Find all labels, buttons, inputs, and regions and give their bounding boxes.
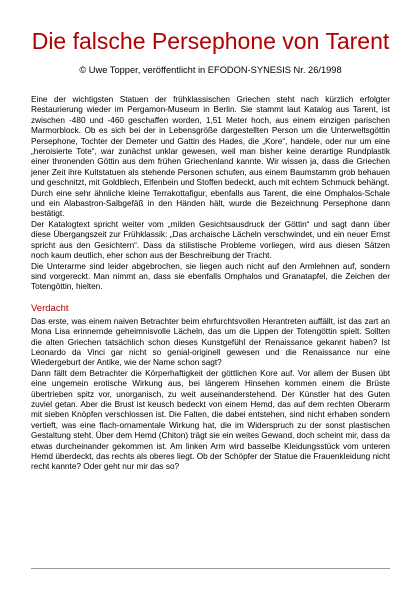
paragraph: Dann fällt dem Betrachter die Körperhaftigkeit der göttlichen Kore auf. Vor allem der Busen übt eine ungemein erotische Wirkung aus, bei längerem Hinsehen kommen einem die Brüste übertrieben spitz vor, unorganisch, zu weit auseinanderstehend. Der Künstler hat des Guten zuviel getan. Aber die Brust ist keusch bedeckt von einem Hemd, das auf dem rechten Oberarm mit sieben Knöpfen verschlossen ist. Die Falten, die dabei entstehen, sind nicht erhaben sondern vertieft, was eine flach-ornamentale Wirkung hat, die im Widerspruch zu der sonst plastischen Gestaltung steht. Über dem Hemd (Chiton) trägt sie ein weites Gewand, doch scheint mir, dass da etwas durcheinander gekommen ist. Am linken Arm wird basselbe Kleidungsstück vom unteren Hemd überdeckt, das rechts als oberes liegt. Ob der Schöpfer der Statue die Frauenkleidung nicht recht kannte? Oder geht nur mir das so? xyxy=(31,368,390,472)
section-heading: Verdacht xyxy=(31,302,69,314)
paragraph: Durch eine sehr ähnliche kleine Terrakottafigur, ebenfalls aus Tarent, die eine Omphalos-Schale und ein Alabastron-Salbgefäß in den Händen hält, wurde die Bezeichnung Persephone dann bestätigt. xyxy=(31,188,390,219)
paragraph: Die Unterarme sind leider abgebrochen, sie liegen auch nicht auf den Armlehnen auf, sondern sind vorgereckt. Man nimmt an, dass sie ebenfalls Omphalos und Granatapfel, die Zeichen der Totengöttin, hielten. xyxy=(31,261,390,292)
byline: © Uwe Topper, veröffentlicht in EFODON-SYNESIS Nr. 26/1998 xyxy=(79,65,342,75)
article-body xyxy=(31,95,390,473)
paragraph: Der Katalogtext spricht weiter vom „milden Gesichtsausdruck der Göttin“ und sagt dann über diese Übergangszeit zur Frühklassik: „Das archaische Lächeln verschwindet, und ein neuer Ernst spricht aus den Gesichtern“. Dass da stilistische Probleme vorliegen, wird aus diesen Sätzen noch kaum deutlich, eher schon aus der Beschreibung der Tracht. xyxy=(31,219,390,261)
paragraph: Eine der wichtigsten Statuen der frühklassischen Griechen steht nach kürzlich erfolgter Restaurierung wieder im Pergamon-Museum in Berlin. Sie stammt laut Katalog aus Tarent, ist zwischen -480 und -460 geschaffen worden, 1,51 Meter hoch, aus einem einzigen parischen Marmorblock. Ob es sich bei der in Lebensgröße dargestellten Person um die Unterweltsgöttin Persephone, Tochter der Demeter und Gattin des Hades, die „Kore“, handele, oder nur um eine „heroisierte Tote“, war zunächst unklar gewesen, weil man bisher keine derartige Rundplastik einer thronenden Göttin aus dem frühen Griechenland kannte. Wir wissen ja, dass die Griechen jener Zeit ihre Kultstatuen als stehende Personen schufen, aus einem Baumstamm grob behauen und geschnitzt, mit Goldblech, Elfenbein und Stoffen bedeckt, auch mit echtem Schmuck behängt. xyxy=(31,95,390,188)
paragraph: Das erste, was einem naiven Betrachter beim ehrfurchtsvollen Herantreten auffällt, ist das zart an Mona Lisa erinnernde geheimnisvolle Lächeln, das um die Lippen der Totengöttin spielt. Sollten die alten Griechen tatsächlich schon dieses Kunstgefühl der Renaissance gekannt haben? Ist Leonardo da Vinci gar nicht so genial-originell gewesen und die Renaissance nur eine Wiedergeburt der Antike, wie der Name schon sagt? xyxy=(31,316,390,368)
page-title: Die falsche Persephone von Tarent xyxy=(31,28,390,54)
footer-rule xyxy=(31,568,390,569)
